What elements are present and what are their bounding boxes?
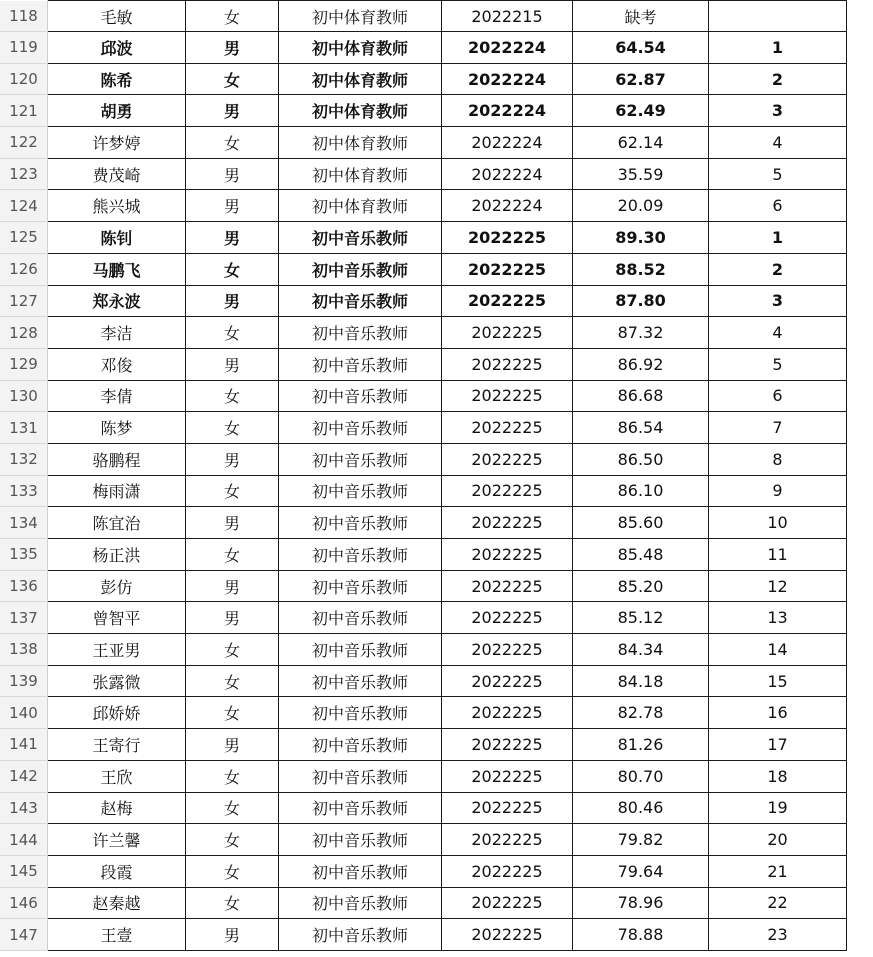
cell-position-code[interactable]: 2022225	[442, 855, 573, 887]
cell-gender[interactable]: 男	[186, 729, 279, 761]
cell-score[interactable]: 62.49	[573, 95, 709, 127]
cell-position-code[interactable]: 2022225	[442, 443, 573, 475]
table-row	[0, 95, 847, 127]
cell-gender[interactable]: 女	[186, 760, 279, 792]
cell-gender[interactable]: 女	[186, 855, 279, 887]
cell-position[interactable]: 初中音乐教师	[279, 348, 442, 380]
cell-position[interactable]: 初中体育教师	[279, 190, 442, 222]
row-number[interactable]: 145	[0, 855, 48, 887]
cell-position[interactable]: 初中音乐教师	[279, 634, 442, 666]
cell-rank[interactable]: 22	[709, 887, 847, 919]
cell-position[interactable]: 初中音乐教师	[279, 602, 442, 634]
cell-name[interactable]: 李洁	[48, 317, 186, 349]
cell-position-code[interactable]: 2022225	[442, 253, 573, 285]
cell-position-code[interactable]: 2022225	[442, 729, 573, 761]
cell-position[interactable]: 初中音乐教师	[279, 824, 442, 856]
cell-rank[interactable]: 4	[709, 127, 847, 159]
cell-score[interactable]: 87.80	[573, 285, 709, 317]
cell-rank[interactable]: 17	[709, 729, 847, 761]
table-row	[0, 348, 847, 380]
cell-rank[interactable]: 5	[709, 348, 847, 380]
table-row	[0, 222, 847, 254]
row-number[interactable]: 133	[0, 475, 48, 507]
row-number[interactable]: 126	[0, 253, 48, 285]
cell-gender[interactable]: 男	[186, 158, 279, 190]
cell-position[interactable]: 初中音乐教师	[279, 919, 442, 951]
cell-score[interactable]: 80.46	[573, 792, 709, 824]
cell-position[interactable]: 初中音乐教师	[279, 285, 442, 317]
cell-name[interactable]: 邱娇娇	[48, 697, 186, 729]
cell-position[interactable]: 初中音乐教师	[279, 887, 442, 919]
cell-rank[interactable]: 11	[709, 539, 847, 571]
cell-rank[interactable]: 9	[709, 475, 847, 507]
cell-position-code[interactable]: 2022224	[442, 63, 573, 95]
cell-rank[interactable]: 19	[709, 792, 847, 824]
table-row	[0, 127, 847, 159]
cell-rank[interactable]: 3	[709, 285, 847, 317]
cell-position-code[interactable]: 2022215	[442, 1, 573, 32]
cell-score[interactable]: 35.59	[573, 158, 709, 190]
cell-rank[interactable]: 8	[709, 443, 847, 475]
table-row	[0, 412, 847, 444]
cell-rank[interactable]: 3	[709, 95, 847, 127]
cell-name[interactable]: 骆鹏程	[48, 443, 186, 475]
cell-gender[interactable]: 女	[186, 1, 279, 32]
cell-rank[interactable]: 20	[709, 824, 847, 856]
cell-position-code[interactable]: 2022225	[442, 475, 573, 507]
row-number[interactable]: 131	[0, 412, 48, 444]
table-row	[0, 855, 847, 887]
row-number[interactable]: 124	[0, 190, 48, 222]
cell-name[interactable]: 邓俊	[48, 348, 186, 380]
cell-position-code[interactable]: 2022225	[442, 285, 573, 317]
cell-score[interactable]: 62.87	[573, 63, 709, 95]
table-row	[0, 253, 847, 285]
cell-position[interactable]: 初中音乐教师	[279, 855, 442, 887]
row-number[interactable]: 147	[0, 919, 48, 951]
cell-score[interactable]: 62.14	[573, 127, 709, 159]
cell-position[interactable]: 初中音乐教师	[279, 539, 442, 571]
cell-name[interactable]: 郑永波	[48, 285, 186, 317]
cell-gender[interactable]: 男	[186, 285, 279, 317]
cell-rank[interactable]: 7	[709, 412, 847, 444]
cell-position-code[interactable]: 2022225	[442, 412, 573, 444]
row-number[interactable]: 141	[0, 729, 48, 761]
cell-name[interactable]: 梅雨潇	[48, 475, 186, 507]
cell-position[interactable]: 初中音乐教师	[279, 665, 442, 697]
cell-rank[interactable]: 2	[709, 63, 847, 95]
cell-name[interactable]: 陈钊	[48, 222, 186, 254]
row-number[interactable]: 136	[0, 570, 48, 602]
cell-gender[interactable]: 男	[186, 190, 279, 222]
cell-position-code[interactable]: 2022225	[442, 760, 573, 792]
cell-rank[interactable]: 5	[709, 158, 847, 190]
table-row	[0, 63, 847, 95]
cell-score[interactable]: 64.54	[573, 32, 709, 64]
cell-position-code[interactable]: 2022225	[442, 824, 573, 856]
cell-position[interactable]: 初中音乐教师	[279, 792, 442, 824]
row-number[interactable]: 119	[0, 32, 48, 64]
row-number[interactable]: 130	[0, 380, 48, 412]
table-row	[0, 158, 847, 190]
cell-gender[interactable]: 男	[186, 443, 279, 475]
table-row	[0, 1, 847, 32]
row-number[interactable]: 118	[0, 1, 48, 32]
cell-gender[interactable]: 男	[186, 348, 279, 380]
cell-gender[interactable]: 女	[186, 634, 279, 666]
cell-position[interactable]: 初中音乐教师	[279, 222, 442, 254]
table-row	[0, 824, 847, 856]
cell-rank[interactable]: 13	[709, 602, 847, 634]
cell-rank[interactable]: 1	[709, 32, 847, 64]
cell-gender[interactable]: 女	[186, 697, 279, 729]
cell-score[interactable]: 82.78	[573, 697, 709, 729]
cell-rank[interactable]: 1	[709, 222, 847, 254]
cell-rank[interactable]: 15	[709, 665, 847, 697]
cell-position[interactable]: 初中音乐教师	[279, 317, 442, 349]
cell-position-code[interactable]: 2022225	[442, 602, 573, 634]
cell-score[interactable]: 87.32	[573, 317, 709, 349]
cell-position-code[interactable]: 2022224	[442, 158, 573, 190]
row-number[interactable]: 134	[0, 507, 48, 539]
cell-rank[interactable]: 14	[709, 634, 847, 666]
row-number[interactable]: 128	[0, 317, 48, 349]
cell-gender[interactable]: 女	[186, 63, 279, 95]
cell-position[interactable]: 初中音乐教师	[279, 570, 442, 602]
cell-score[interactable]: 86.92	[573, 348, 709, 380]
cell-position[interactable]: 初中体育教师	[279, 158, 442, 190]
cell-name[interactable]: 段霞	[48, 855, 186, 887]
row-number[interactable]: 120	[0, 63, 48, 95]
row-number[interactable]: 138	[0, 634, 48, 666]
table-row	[0, 317, 847, 349]
cell-gender[interactable]: 女	[186, 887, 279, 919]
cell-position[interactable]: 初中体育教师	[279, 32, 442, 64]
row-number[interactable]: 140	[0, 697, 48, 729]
cell-score[interactable]: 85.60	[573, 507, 709, 539]
cell-name[interactable]: 王亚男	[48, 634, 186, 666]
cell-rank[interactable]: 6	[709, 190, 847, 222]
cell-position-code[interactable]: 2022225	[442, 634, 573, 666]
row-number[interactable]: 137	[0, 602, 48, 634]
cell-rank[interactable]	[709, 1, 847, 32]
cell-name[interactable]: 杨正洪	[48, 539, 186, 571]
cell-position-code[interactable]: 2022225	[442, 539, 573, 571]
cell-gender[interactable]: 男	[186, 919, 279, 951]
row-number[interactable]: 123	[0, 158, 48, 190]
cell-name[interactable]: 胡勇	[48, 95, 186, 127]
cell-name[interactable]: 赵秦越	[48, 887, 186, 919]
cell-score[interactable]: 88.52	[573, 253, 709, 285]
cell-name[interactable]: 陈宜治	[48, 507, 186, 539]
cell-name[interactable]: 曾智平	[48, 602, 186, 634]
cell-score[interactable]: 84.34	[573, 634, 709, 666]
cell-score[interactable]: 86.50	[573, 443, 709, 475]
table-row	[0, 729, 847, 761]
cell-rank[interactable]: 10	[709, 507, 847, 539]
cell-name[interactable]: 马鹏飞	[48, 253, 186, 285]
cell-score[interactable]: 86.10	[573, 475, 709, 507]
row-number[interactable]: 122	[0, 127, 48, 159]
cell-gender[interactable]: 男	[186, 222, 279, 254]
cell-name[interactable]: 张露微	[48, 665, 186, 697]
cell-position[interactable]: 初中音乐教师	[279, 412, 442, 444]
cell-name[interactable]: 陈梦	[48, 412, 186, 444]
cell-position[interactable]: 初中音乐教师	[279, 729, 442, 761]
cell-rank[interactable]: 16	[709, 697, 847, 729]
cell-score[interactable]: 20.09	[573, 190, 709, 222]
cell-gender[interactable]: 男	[186, 602, 279, 634]
cell-position[interactable]: 初中体育教师	[279, 1, 442, 32]
cell-score[interactable]: 85.12	[573, 602, 709, 634]
cell-position[interactable]: 初中体育教师	[279, 127, 442, 159]
cell-gender[interactable]: 男	[186, 507, 279, 539]
cell-gender[interactable]: 女	[186, 539, 279, 571]
cell-rank[interactable]: 18	[709, 760, 847, 792]
cell-position[interactable]: 初中音乐教师	[279, 507, 442, 539]
cell-position-code[interactable]: 2022224	[442, 190, 573, 222]
row-number[interactable]: 139	[0, 665, 48, 697]
cell-position-code[interactable]: 2022225	[442, 317, 573, 349]
cell-gender[interactable]: 男	[186, 95, 279, 127]
cell-name[interactable]: 彭仿	[48, 570, 186, 602]
table-row	[0, 919, 847, 951]
cell-score[interactable]: 79.64	[573, 855, 709, 887]
cell-position[interactable]: 初中音乐教师	[279, 380, 442, 412]
cell-position-code[interactable]: 2022224	[442, 127, 573, 159]
cell-score[interactable]: 81.26	[573, 729, 709, 761]
cell-name[interactable]: 许梦婷	[48, 127, 186, 159]
cell-gender[interactable]: 女	[186, 412, 279, 444]
cell-score[interactable]: 缺考	[573, 1, 709, 32]
cell-rank[interactable]: 21	[709, 855, 847, 887]
cell-gender[interactable]: 女	[186, 665, 279, 697]
cell-position-code[interactable]: 2022224	[442, 95, 573, 127]
table-row	[0, 507, 847, 539]
table-row	[0, 792, 847, 824]
row-number[interactable]: 121	[0, 95, 48, 127]
cell-rank[interactable]: 12	[709, 570, 847, 602]
cell-position-code[interactable]: 2022224	[442, 32, 573, 64]
table-row	[0, 475, 847, 507]
cell-score[interactable]: 85.48	[573, 539, 709, 571]
cell-name[interactable]: 毛敏	[48, 1, 186, 32]
cell-name[interactable]: 邱波	[48, 32, 186, 64]
cell-name[interactable]: 王寄行	[48, 729, 186, 761]
cell-gender[interactable]: 女	[186, 253, 279, 285]
cell-score[interactable]: 86.54	[573, 412, 709, 444]
cell-position-code[interactable]: 2022225	[442, 507, 573, 539]
cell-position-code[interactable]: 2022225	[442, 887, 573, 919]
table-row	[0, 665, 847, 697]
cell-position-code[interactable]: 2022225	[442, 570, 573, 602]
cell-gender[interactable]: 女	[186, 380, 279, 412]
row-number[interactable]: 132	[0, 443, 48, 475]
cell-name[interactable]: 李倩	[48, 380, 186, 412]
cell-gender[interactable]: 女	[186, 475, 279, 507]
cell-name[interactable]: 费茂崎	[48, 158, 186, 190]
table-row	[0, 570, 847, 602]
row-number[interactable]: 142	[0, 760, 48, 792]
cell-rank[interactable]: 23	[709, 919, 847, 951]
row-number[interactable]: 135	[0, 539, 48, 571]
cell-name[interactable]: 王壹	[48, 919, 186, 951]
table-row	[0, 380, 847, 412]
cell-rank[interactable]: 4	[709, 317, 847, 349]
table-row	[0, 32, 847, 64]
cell-gender[interactable]: 女	[186, 792, 279, 824]
table-body	[0, 1, 847, 951]
row-number[interactable]: 143	[0, 792, 48, 824]
row-number[interactable]: 125	[0, 222, 48, 254]
table-row	[0, 760, 847, 792]
table-row	[0, 443, 847, 475]
row-number[interactable]: 146	[0, 887, 48, 919]
cell-position[interactable]: 初中音乐教师	[279, 475, 442, 507]
cell-position-code[interactable]: 2022225	[442, 222, 573, 254]
table-row	[0, 190, 847, 222]
cell-position-code[interactable]: 2022225	[442, 348, 573, 380]
cell-score[interactable]: 85.20	[573, 570, 709, 602]
cell-name[interactable]: 许兰馨	[48, 824, 186, 856]
cell-position[interactable]: 初中音乐教师	[279, 760, 442, 792]
cell-name[interactable]: 熊兴城	[48, 190, 186, 222]
cell-gender[interactable]: 男	[186, 570, 279, 602]
cell-name[interactable]: 王欣	[48, 760, 186, 792]
row-number[interactable]: 127	[0, 285, 48, 317]
cell-rank[interactable]: 2	[709, 253, 847, 285]
row-number[interactable]: 129	[0, 348, 48, 380]
cell-score[interactable]: 78.88	[573, 919, 709, 951]
cell-score[interactable]: 84.18	[573, 665, 709, 697]
cell-rank[interactable]: 6	[709, 380, 847, 412]
cell-position[interactable]: 初中体育教师	[279, 95, 442, 127]
cell-position[interactable]: 初中体育教师	[279, 63, 442, 95]
cell-position-code[interactable]: 2022225	[442, 380, 573, 412]
cell-gender[interactable]: 女	[186, 127, 279, 159]
cell-score[interactable]: 86.68	[573, 380, 709, 412]
table-row	[0, 602, 847, 634]
cell-name[interactable]: 赵梅	[48, 792, 186, 824]
cell-score[interactable]: 79.82	[573, 824, 709, 856]
cell-position-code[interactable]: 2022225	[442, 697, 573, 729]
cell-position[interactable]: 初中音乐教师	[279, 253, 442, 285]
cell-score[interactable]: 78.96	[573, 887, 709, 919]
cell-name[interactable]: 陈希	[48, 63, 186, 95]
cell-gender[interactable]: 女	[186, 824, 279, 856]
table-row	[0, 539, 847, 571]
cell-position[interactable]: 初中音乐教师	[279, 443, 442, 475]
table-row	[0, 285, 847, 317]
cell-position[interactable]: 初中音乐教师	[279, 697, 442, 729]
table-row	[0, 887, 847, 919]
cell-position-code[interactable]: 2022225	[442, 792, 573, 824]
cell-score[interactable]: 80.70	[573, 760, 709, 792]
cell-score[interactable]: 89.30	[573, 222, 709, 254]
row-number[interactable]: 144	[0, 824, 48, 856]
table-row	[0, 634, 847, 666]
table-row	[0, 697, 847, 729]
cell-position-code[interactable]: 2022225	[442, 665, 573, 697]
cell-gender[interactable]: 女	[186, 317, 279, 349]
cell-position-code[interactable]: 2022225	[442, 919, 573, 951]
cell-gender[interactable]: 男	[186, 32, 279, 64]
